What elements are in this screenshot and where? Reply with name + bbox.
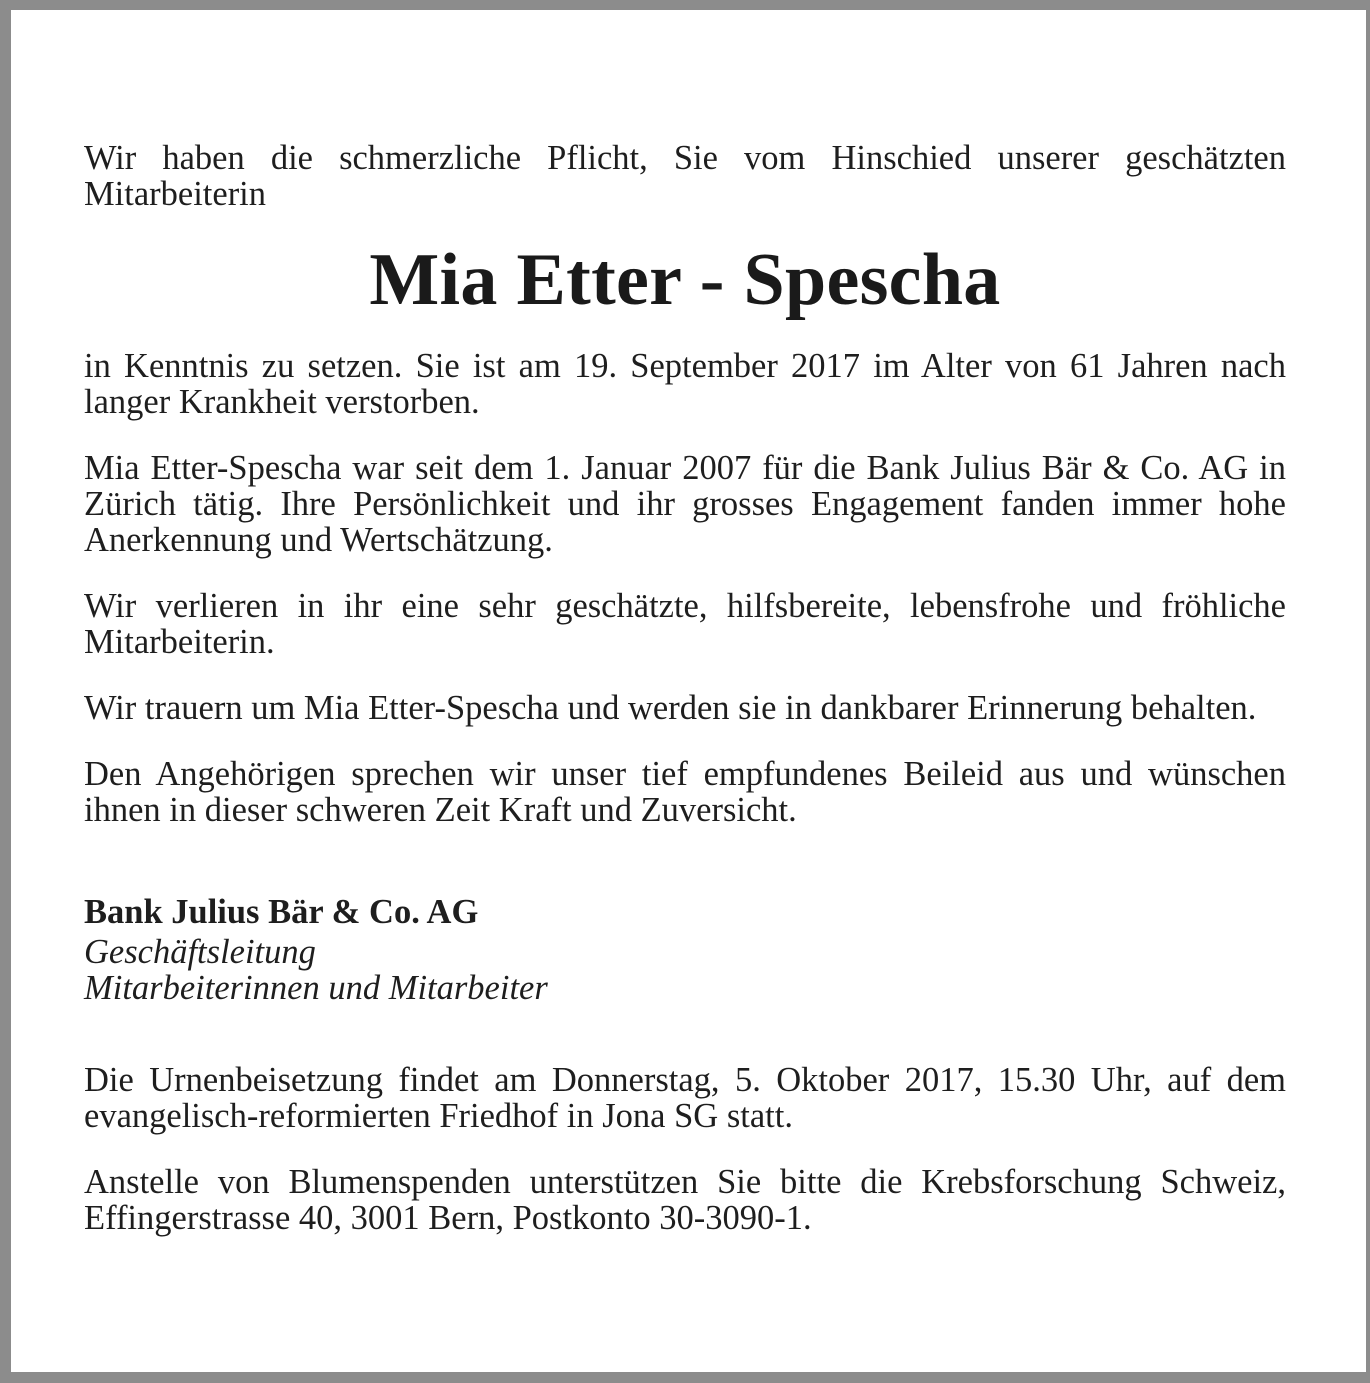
paragraph-notification: in Kenntnis zu setzen. Sie ist am 19. September 2017 im Alter von 61 Jahren nach langer Krankheit verstorben.	[84, 347, 1286, 421]
paragraph-funeral-info: Die Urnenbeisetzung findet am Donnerstag, 5. Oktober 2017, 15.30 Uhr, auf dem evangelisch-reformierten Friedhof in Jona SG statt.	[84, 1061, 1286, 1135]
paragraph-mourning: Wir trauern um Mia Etter-Spescha und werden sie in dankbarer Erinnerung behalten.	[84, 689, 1257, 727]
paragraph-tribute: Wir verlieren in ihr eine sehr geschätzte, hilfsbereite, lebensfrohe und fröhliche Mitarbeiterin.	[84, 587, 1286, 661]
intro-paragraph: Wir haben die schmerzliche Pflicht, Sie vom Hinschied unserer geschätzten Mitarbeiterin	[84, 139, 1286, 213]
signature-organization: Bank Julius Bär & Co. AG	[84, 893, 479, 931]
signature-line-staff: Mitarbeiterinnen und Mitarbeiter	[84, 969, 548, 1007]
deceased-name: Mia Etter - Spescha	[369, 239, 1001, 321]
paragraph-condolences: Den Angehörigen sprechen wir unser tief empfundenes Beileid aus und wünschen ihnen in dieser schweren Zeit Kraft und Zuversicht.	[84, 755, 1286, 829]
signature-block	[84, 894, 1286, 1006]
paragraph-employment: Mia Etter-Spescha war seit dem 1. Januar 2007 für die Bank Julius Bär & Co. AG in Zürich tätig. Ihre Persönlichkeit und ihr grosses Engagement fanden immer hohe Anerkennung und Wertschätzung.	[84, 449, 1286, 559]
signature-line-management: Geschäftsleitung	[84, 933, 316, 971]
notice-content	[84, 140, 1286, 1236]
paragraph-donation-info: Anstelle von Blumenspenden unterstützen Sie bitte die Krebsforschung Schweiz, Effingerstrasse 40, 3001 Bern, Postkonto 30-3090-1.	[84, 1163, 1286, 1237]
